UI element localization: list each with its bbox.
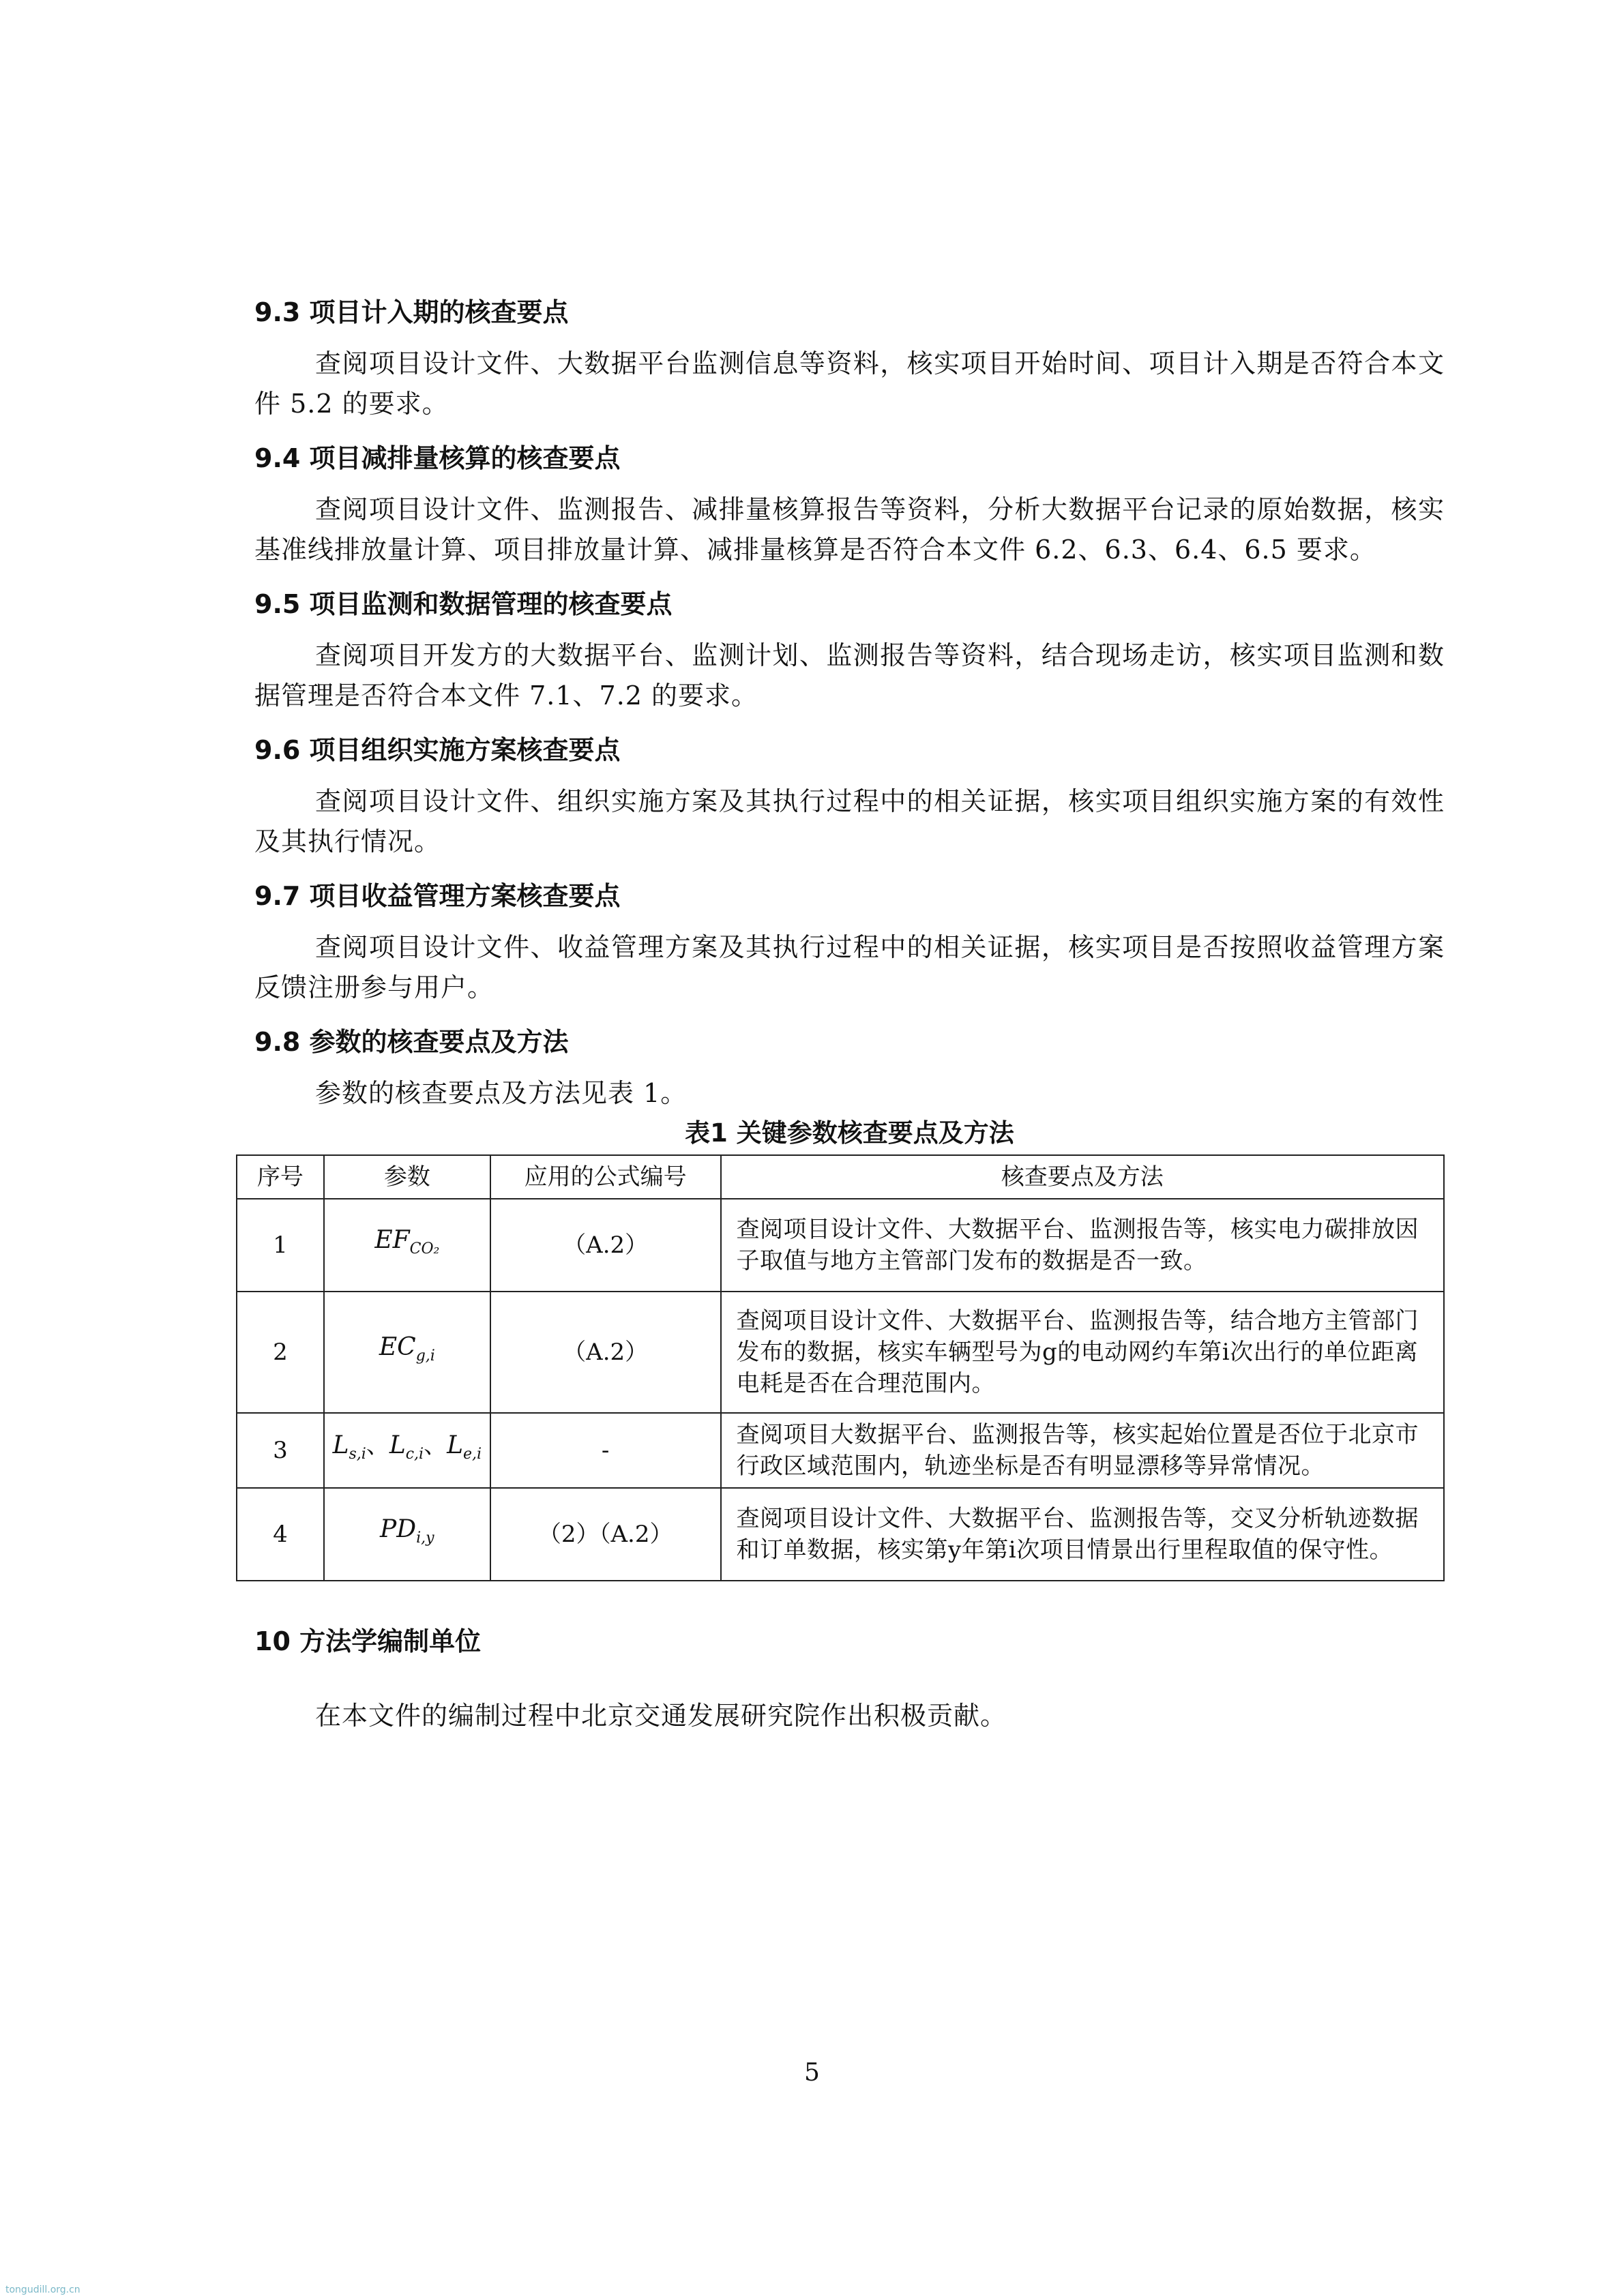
section-9-7: [254, 877, 1445, 1008]
parameter-symbol: $L_{s,i}$: [332, 1431, 366, 1463]
cell-parameter: $L_{s,i}$、$L_{c,i}$、$L_{e,i}$: [324, 1413, 490, 1488]
page-content: [254, 293, 1445, 1736]
section-heading: 10 方法学编制单位: [254, 1626, 482, 1656]
cell-formula: （A.2）: [490, 1292, 721, 1413]
column-header-method: 核查要点及方法: [721, 1155, 1445, 1199]
section-9-5: [254, 585, 1445, 716]
section-heading: 9.7 项目收益管理方案核查要点: [254, 881, 621, 911]
section-9-8: [254, 1023, 1445, 1114]
table-row: [237, 1413, 1444, 1488]
watermark-text: tongudill.org.cn: [5, 2284, 80, 2295]
parameters-table: [236, 1154, 1445, 1581]
cell-method: 查阅项目大数据平台、监测报告等，核实起始位置是否位于北京市行政区域范围内，轨迹坐标是否有明显漂移等异常情况。: [721, 1413, 1445, 1488]
parameter-symbol: $EC_{g,i}$: [379, 1333, 435, 1365]
cell-formula: （A.2）: [490, 1199, 721, 1292]
parameter-symbol: $L_{c,i}$: [389, 1431, 424, 1463]
table-row: [237, 1292, 1444, 1413]
column-header-formula: 应用的公式编号: [490, 1155, 721, 1199]
cell-parameter: [324, 1488, 490, 1581]
section-paragraph: 查阅项目设计文件、监测报告、减排量核算报告等资料，分析大数据平台记录的原始数据，核实基准线排放量计算、项目排放量计算、减排量核算是否符合本文件 6.2、6.3、6.4、6.5 要求。: [254, 494, 1445, 565]
section-9-6: [254, 731, 1445, 862]
section-paragraph: 查阅项目设计文件、收益管理方案及其执行过程中的相关证据，核实项目是否按照收益管理方案反馈注册参与用户。: [254, 932, 1445, 1002]
section-heading: 9.6 项目组织实施方案核查要点: [254, 735, 621, 765]
page-number: 5: [804, 2059, 820, 2087]
cell-parameter: [324, 1199, 490, 1292]
table-row: [237, 1488, 1444, 1581]
cell-no: 4: [237, 1488, 324, 1581]
parameter-symbol: $PD_{i,y}$: [380, 1515, 434, 1547]
section-9-3: [254, 293, 1445, 424]
column-header-parameter: 参数: [324, 1155, 490, 1199]
section-paragraph: 在本文件的编制过程中北京交通发展研究院作出积极贡献。: [315, 1701, 1007, 1731]
parameter-symbol: $EF_{CO_2}$: [374, 1226, 440, 1258]
cell-method: 查阅项目设计文件、大数据平台、监测报告等，核实电力碳排放因子取值与地方主管部门发布的数据是否一致。: [721, 1199, 1445, 1292]
section-heading: 9.3 项目计入期的核查要点: [254, 297, 569, 327]
cell-method: 查阅项目设计文件、大数据平台、监测报告等，交叉分析轨迹数据和订单数据，核实第y年第i次项目情景出行里程取值的保守性。: [721, 1488, 1445, 1581]
section-9-4: [254, 439, 1445, 570]
parameter-symbol: $L_{e,i}$: [447, 1431, 482, 1463]
cell-parameter: [324, 1292, 490, 1413]
section-heading: 9.4 项目减排量核算的核查要点: [254, 443, 621, 473]
section-heading: 9.5 项目监测和数据管理的核查要点: [254, 589, 673, 619]
cell-method: 查阅项目设计文件、大数据平台、监测报告等，结合地方主管部门发布的数据，核实车辆型号为g的电动网约车第i次出行的单位距离电耗是否在合理范围内。: [721, 1292, 1445, 1413]
table-row: [237, 1199, 1444, 1292]
section-paragraph: 查阅项目开发方的大数据平台、监测计划、监测报告等资料，结合现场走访，核实项目监测和数据管理是否符合本文件 7.1、7.2 的要求。: [254, 640, 1445, 711]
section-10: [254, 1622, 1445, 1736]
cell-no: 3: [237, 1413, 324, 1488]
cell-no: 2: [237, 1292, 324, 1413]
cell-formula: -: [490, 1413, 721, 1488]
cell-formula: （2）（A.2）: [490, 1488, 721, 1581]
section-heading: 9.8 参数的核查要点及方法: [254, 1027, 569, 1057]
column-header-no: 序号: [237, 1155, 324, 1199]
cell-no: 1: [237, 1199, 324, 1292]
section-paragraph: 查阅项目设计文件、大数据平台监测信息等资料，核实项目开始时间、项目计入期是否符合本文件 5.2 的要求。: [254, 348, 1445, 419]
table-header-row: [237, 1155, 1444, 1199]
section-paragraph: 参数的核查要点及方法见表 1。: [315, 1078, 688, 1108]
section-paragraph: 查阅项目设计文件、组织实施方案及其执行过程中的相关证据，核实项目组织实施方案的有效性及其执行情况。: [254, 786, 1445, 856]
table-title: 表1 关键参数核查要点及方法: [685, 1118, 1014, 1148]
